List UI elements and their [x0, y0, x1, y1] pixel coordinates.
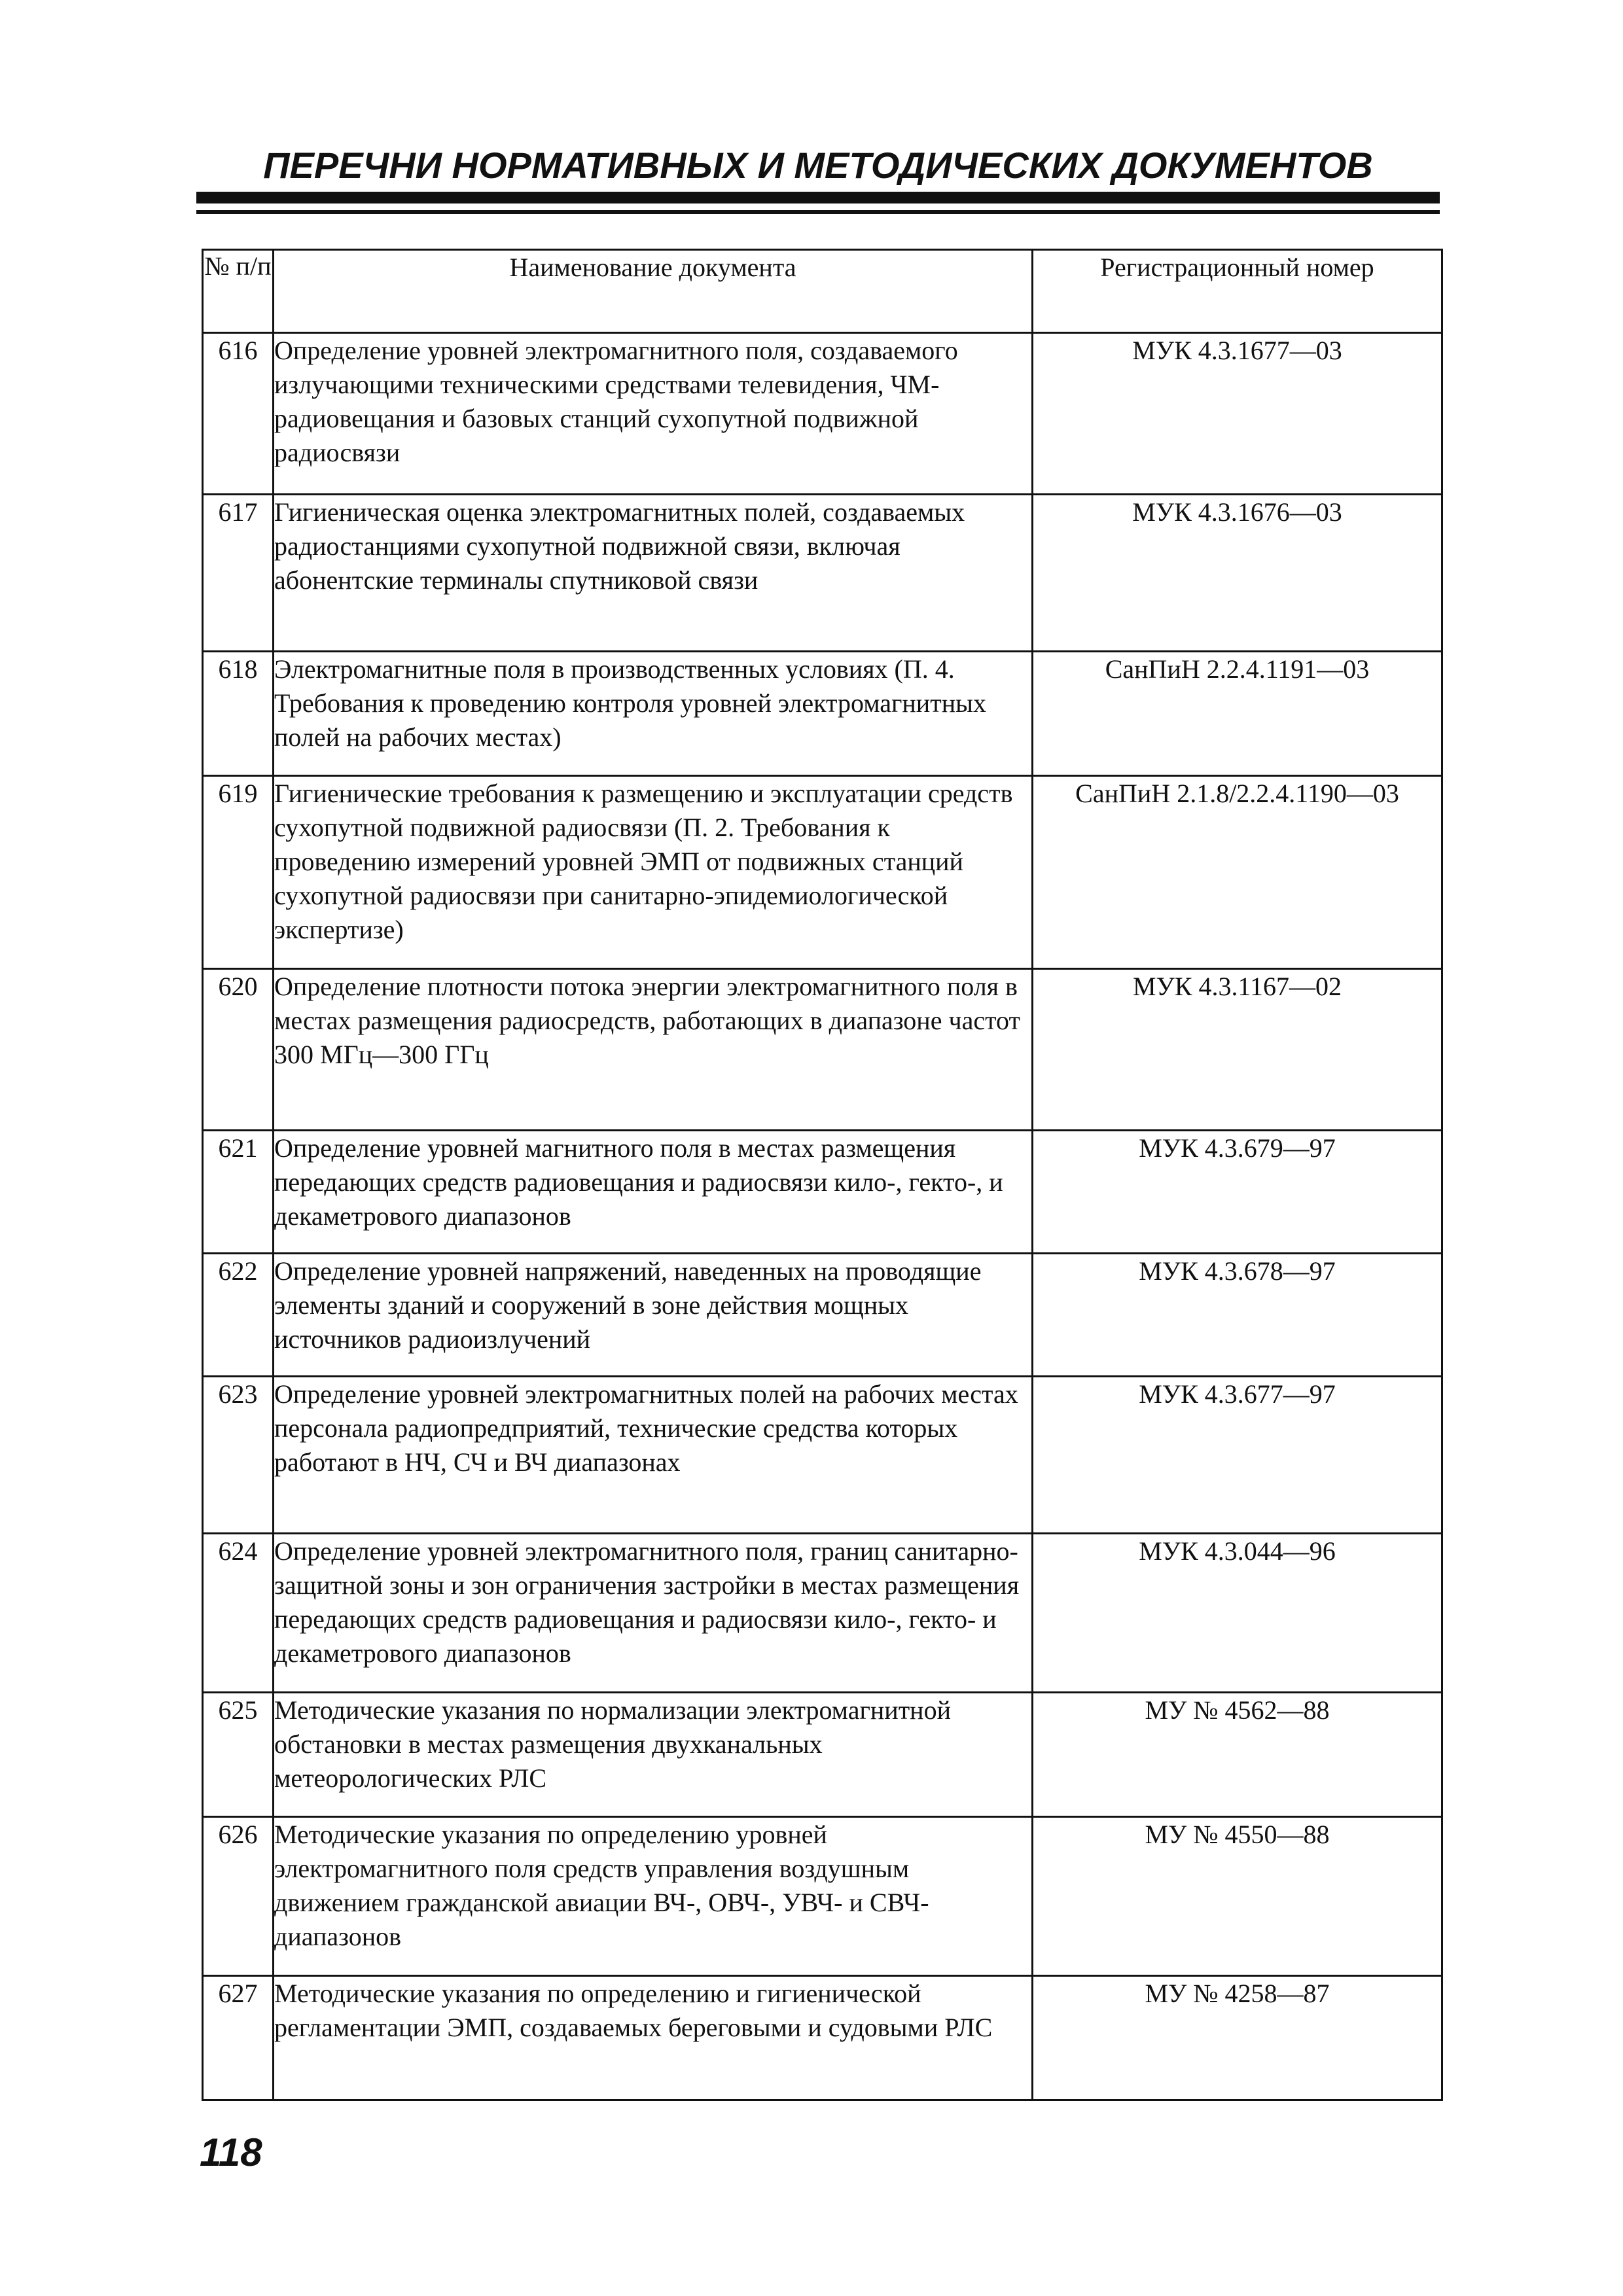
header-rule-thin	[196, 210, 1440, 214]
table-row	[203, 495, 1442, 652]
row-number: 626	[203, 1817, 274, 1976]
table-row	[203, 652, 1442, 776]
row-number: 627	[203, 1976, 274, 2100]
table-row	[203, 1976, 1442, 2100]
table-row	[203, 1377, 1442, 1534]
column-header-registration: Регистрационный номер	[1033, 250, 1442, 333]
registration-number: МУК 4.3.1167—02	[1033, 969, 1442, 1131]
registration-number: СанПиН 2.2.4.1191—03	[1033, 652, 1442, 776]
row-number: 620	[203, 969, 274, 1131]
document-name: Гигиенические требования к размещению и эксплуатации средств сухопутной подвижной радиосвязи (П. 2. Требования к проведению измерений уровней ЭМП от подвижных станций сухопутной радиосвязи при санитарно-эпидемиологической экспертизе)	[274, 776, 1033, 969]
page-title: ПЕРЕЧНИ НОРМАТИВНЫХ И МЕТОДИЧЕСКИХ ДОКУМЕНТОВ	[263, 145, 1373, 186]
table-row	[203, 1254, 1442, 1377]
document-name: Методические указания по определению и гигиенической регламентации ЭМП, создаваемых береговыми и судовыми РЛС	[274, 1976, 1033, 2100]
document-name: Определение уровней электромагнитного поля, границ санитарно-защитной зоны и зон ограничения застройки в местах размещения передающих средств радиовещания и радиосвязи кило-, гекто- и декаметрового диапазонов	[274, 1534, 1033, 1693]
table-header-row	[203, 250, 1442, 333]
row-number: 625	[203, 1693, 274, 1817]
registration-number: МУ № 4258—87	[1033, 1976, 1442, 2100]
document-name: Методические указания по определению уровней электромагнитного поля средств управления воздушным движением гражданской авиации ВЧ-, ОВЧ-, УВЧ- и СВЧ-диапазонов	[274, 1817, 1033, 1976]
document-name: Электромагнитные поля в производственных условиях (П. 4. Требования к проведению контроля уровней электромагнитных полей на рабочих местах)	[274, 652, 1033, 776]
registration-number: СанПиН 2.1.8/2.2.4.1190—03	[1033, 776, 1442, 969]
registration-number: МУК 4.3.044—96	[1033, 1534, 1442, 1693]
registration-number: МУ № 4562—88	[1033, 1693, 1442, 1817]
row-number: 618	[203, 652, 274, 776]
registration-number: МУК 4.3.1676—03	[1033, 495, 1442, 652]
table-row	[203, 969, 1442, 1131]
document-name: Определение уровней магнитного поля в местах размещения передающих средств радиовещания и радиосвязи кило-, гекто-, и декаметрового диапазонов	[274, 1131, 1033, 1254]
document-name: Определение уровней электромагнитных полей на рабочих местах персонала радиопредприятий, технические средства которых работают в НЧ, СЧ и ВЧ диапазонах	[274, 1377, 1033, 1534]
row-number: 621	[203, 1131, 274, 1254]
registration-number: МУК 4.3.677—97	[1033, 1377, 1442, 1534]
document-name: Гигиеническая оценка электромагнитных полей, создаваемых радиостанциями сухопутной подвижной связи, включая абонентские терминалы спутниковой связи	[274, 495, 1033, 652]
document-name: Определение уровней напряжений, наведенных на проводящие элементы зданий и сооружений в зоне действия мощных источников радиоизлучений	[274, 1254, 1033, 1377]
row-number: 619	[203, 776, 274, 969]
row-number: 616	[203, 333, 274, 495]
row-number: 622	[203, 1254, 274, 1377]
page-number: 118	[200, 2130, 262, 2174]
document-name: Определение уровней электромагнитного поля, создаваемого излучающими техническими средствами телевидения, ЧМ-радиовещания и базовых станций сухопутной подвижной радиосвязи	[274, 333, 1033, 495]
column-header-number: № п/п	[203, 250, 274, 333]
document-name: Методические указания по нормализации электромагнитной обстановки в местах размещения двухканальных метеорологических РЛС	[274, 1693, 1033, 1817]
registration-number: МУК 4.3.678—97	[1033, 1254, 1442, 1377]
table-row	[203, 1817, 1442, 1976]
table-row	[203, 1534, 1442, 1693]
registration-number: МУ № 4550—88	[1033, 1817, 1442, 1976]
column-header-name: Наименование документа	[274, 250, 1033, 333]
header-rule-thick	[196, 192, 1440, 203]
row-number: 617	[203, 495, 274, 652]
document-name: Определение плотности потока энергии электромагнитного поля в местах размещения радиосредств, работающих в диапазоне частот 300 МГц—300 ГГц	[274, 969, 1033, 1131]
table-row	[203, 776, 1442, 969]
table-row	[203, 1131, 1442, 1254]
row-number: 623	[203, 1377, 274, 1534]
table-row	[203, 333, 1442, 495]
registration-number: МУК 4.3.679—97	[1033, 1131, 1442, 1254]
row-number: 624	[203, 1534, 274, 1693]
registration-number: МУК 4.3.1677—03	[1033, 333, 1442, 495]
documents-table	[202, 249, 1443, 2101]
table-row	[203, 1693, 1442, 1817]
